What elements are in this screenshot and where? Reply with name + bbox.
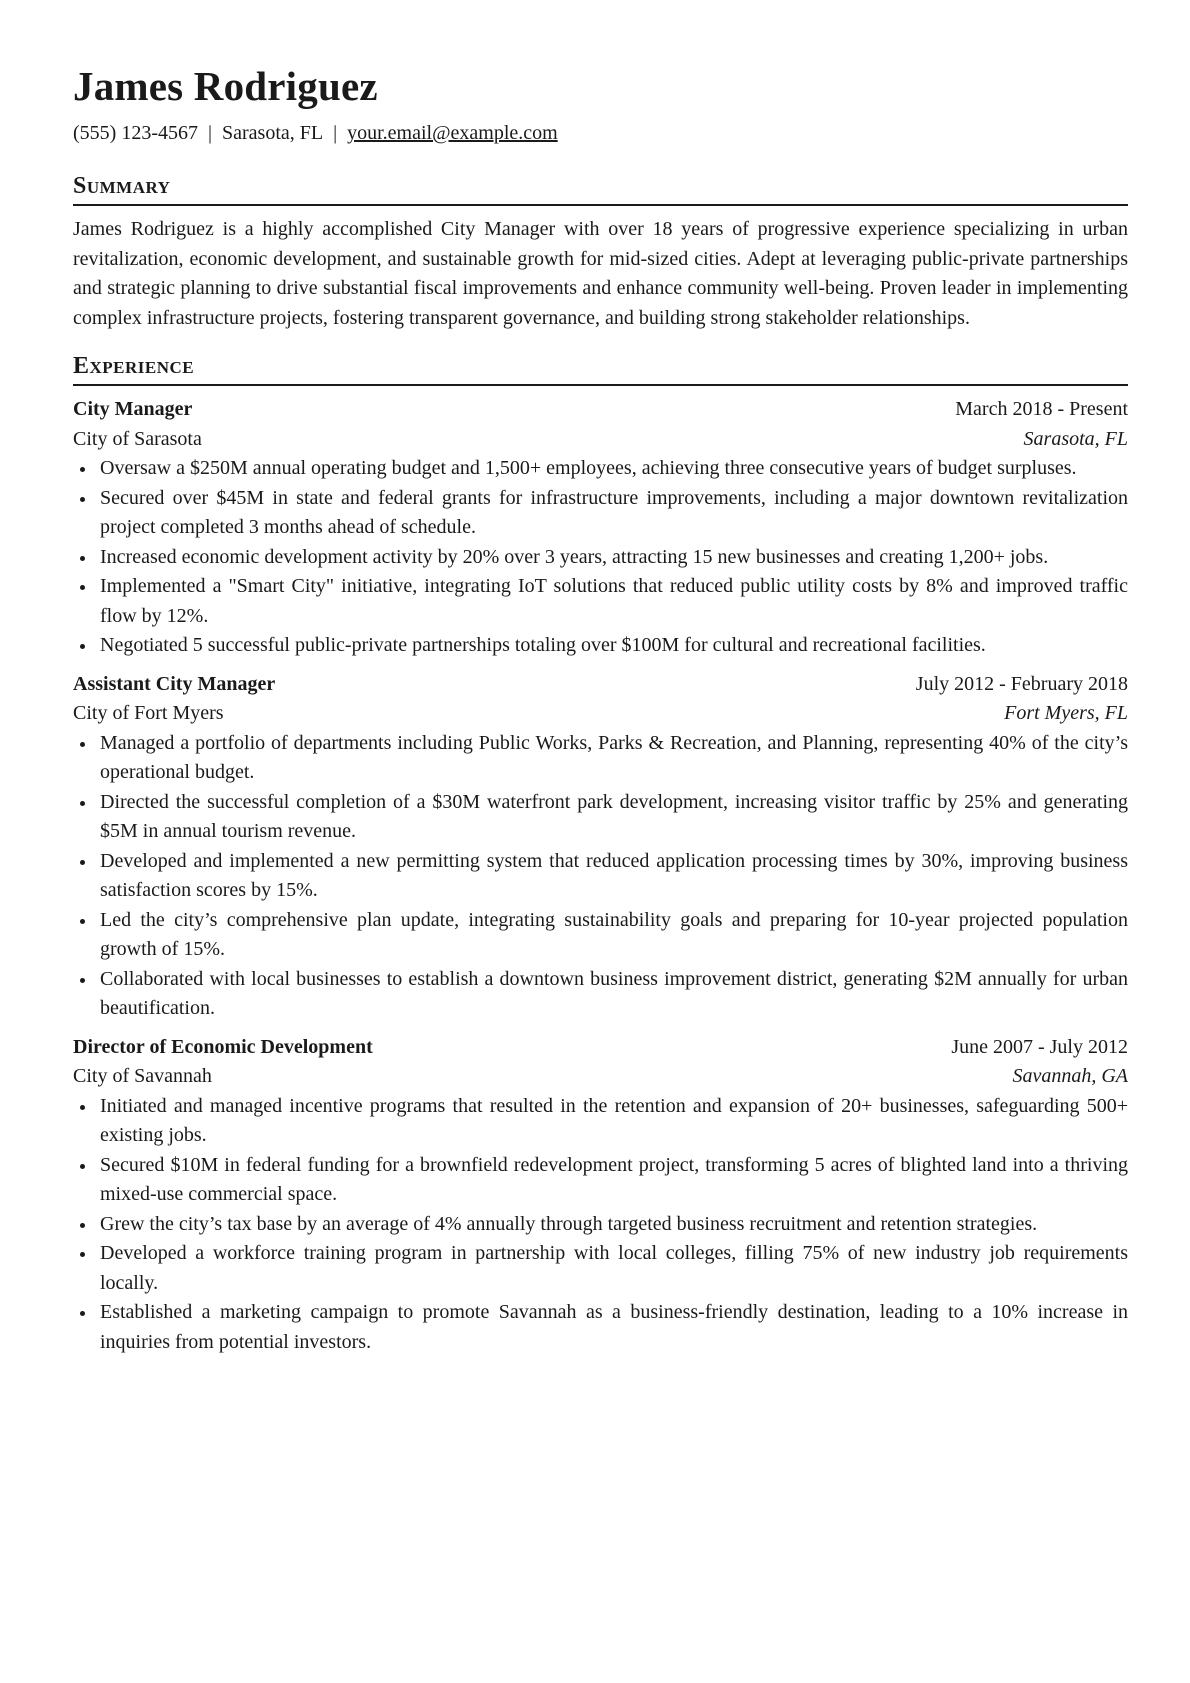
list-item: [73, 1092, 1128, 1151]
bullet-icon: [80, 644, 85, 649]
bullet-text: Secured over $45M in state and federal grants for infrastructure improvements, including a major downtown revitalization project completed 3 months ahead of schedule.: [100, 486, 1128, 538]
experience-heading: Experience: [73, 353, 195, 379]
job-bullets: [73, 729, 1128, 1024]
job-entry: [73, 670, 1128, 1024]
bullet-text: Implemented a "Smart City" initiative, integrating IoT solutions that reduced public utility costs by 8% and improved traffic flow by 12%.: [100, 575, 1128, 627]
list-item: [73, 1210, 1128, 1240]
job-title: Director of Economic Development: [73, 1035, 373, 1058]
summary-section: [73, 172, 1128, 333]
list-item: [73, 965, 1128, 1024]
list-item: [73, 729, 1128, 788]
job-org-row: [73, 425, 1128, 455]
list-item: [73, 572, 1128, 631]
bullet-icon: [80, 978, 85, 983]
job-header-row: [73, 670, 1128, 700]
bullet-text: Increased economic development activity by 20% over 3 years, attracting 15 new businesses and creating 1,200+ jobs.: [100, 545, 1049, 568]
list-item: [73, 906, 1128, 965]
job-org-row: [73, 699, 1128, 729]
bullet-icon: [80, 801, 85, 806]
job-org-row: [73, 1062, 1128, 1092]
list-item: [73, 454, 1128, 484]
job-entry: [73, 395, 1128, 661]
contact-location: Sarasota, FL: [222, 122, 324, 144]
job-location: Fort Myers, FL: [1004, 702, 1128, 724]
bullet-icon: [80, 497, 85, 502]
list-item: [73, 543, 1128, 573]
experience-list: [73, 395, 1128, 1357]
job-bullets: [73, 1092, 1128, 1358]
experience-section: [73, 352, 1128, 1357]
bullet-icon: [80, 860, 85, 865]
job-location: Savannah, GA: [1012, 1065, 1128, 1087]
resume-name: James Rodriguez: [73, 63, 378, 109]
bullet-text: Grew the city’s tax base by an average of 4% annually through targeted business recruitment and retention strategies.: [100, 1212, 1038, 1235]
bullet-text: Established a marketing campaign to promote Savannah as a business-friendly destination, leading to a 10% increase in inquiries from potential investors.: [100, 1301, 1128, 1353]
section-divider: [73, 204, 1128, 206]
job-organization: City of Savannah: [73, 1065, 212, 1087]
job-dates: July 2012 - February 2018: [915, 672, 1128, 695]
list-item: [73, 484, 1128, 543]
list-item: [73, 1298, 1128, 1357]
list-item: [73, 788, 1128, 847]
list-item: [73, 1239, 1128, 1298]
bullet-icon: [80, 1105, 85, 1110]
contact-separator: |: [333, 122, 338, 144]
contact-email-link[interactable]: your.email@example.com: [347, 122, 558, 144]
job-title: Assistant City Manager: [73, 672, 276, 695]
list-item: [73, 631, 1128, 661]
bullet-text: Initiated and managed incentive programs that resulted in the retention and expansion of 20+ businesses, safeguarding 500+ existing jobs.: [100, 1094, 1128, 1146]
job-dates: March 2018 - Present: [955, 398, 1128, 420]
job-title: City Manager: [73, 398, 193, 420]
job-organization: City of Fort Myers: [73, 702, 224, 724]
contact-separator: |: [207, 122, 212, 144]
section-divider: [73, 384, 1128, 386]
summary-text: James Rodriguez is a highly accomplished City Manager with over 18 years of progressive experience specializing in urban revitalization, economic development, and sustainable growth for mid-sized cities. Adept at leveraging public-private partnerships and strategic planning to drive substantial fiscal improvements and enhance community well-being. Proven leader in implementing complex infrastructure projects, fostering transparent governance, and building strong stakeholder relationships.: [73, 218, 1128, 329]
bullet-text: Negotiated 5 successful public-private partnerships totaling over $100M for cultural and recreational facilities.: [100, 634, 986, 656]
bullet-text: Managed a portfolio of departments including Public Works, Parks & Recreation, and Planning, representing 40% of the city’s operational budget.: [100, 731, 1128, 783]
bullet-icon: [80, 1223, 85, 1228]
job-location: Sarasota, FL: [1023, 427, 1128, 450]
bullet-icon: [80, 1252, 85, 1257]
job-dates: June 2007 - July 2012: [951, 1035, 1128, 1058]
job-header-row: [73, 1033, 1128, 1063]
contact-phone: (555) 123-4567: [73, 122, 198, 144]
bullet-icon: [80, 1311, 85, 1316]
bullet-icon: [80, 556, 85, 561]
job-entry: [73, 1033, 1128, 1358]
job-organization: City of Sarasota: [73, 427, 202, 450]
summary-heading: Summary: [73, 173, 171, 199]
bullet-icon: [80, 467, 85, 472]
bullet-text: Oversaw a $250M annual operating budget and 1,500+ employees, achieving three consecutive years of budget surpluses.: [100, 457, 1077, 479]
contact-line: [73, 120, 1128, 146]
job-header-row: [73, 395, 1128, 425]
bullet-text: Developed a workforce training program in partnership with local colleges, filling 75% of new industry job requirements locally.: [100, 1242, 1128, 1294]
bullet-text: Directed the successful completion of a $30M waterfront park development, increasing visitor traffic by 25% and generating $5M in annual tourism revenue.: [100, 790, 1128, 842]
bullet-text: Collaborated with local businesses to establish a downtown business improvement district, generating $2M annually for urban beautification.: [100, 967, 1128, 1019]
bullet-icon: [80, 585, 85, 590]
bullet-text: Led the city’s comprehensive plan update, integrating sustainability goals and preparing for 10-year projected population growth of 15%.: [100, 908, 1128, 960]
bullet-icon: [80, 742, 85, 747]
list-item: [73, 847, 1128, 906]
bullet-icon: [80, 919, 85, 924]
job-bullets: [73, 454, 1128, 661]
bullet-icon: [80, 1164, 85, 1169]
bullet-text: Secured $10M in federal funding for a brownfield redevelopment project, transforming 5 acres of blighted land into a thriving mixed-use commercial space.: [100, 1153, 1128, 1205]
list-item: [73, 1151, 1128, 1210]
bullet-text: Developed and implemented a new permitting system that reduced application processing times by 30%, improving business satisfaction scores by 15%.: [100, 849, 1128, 901]
